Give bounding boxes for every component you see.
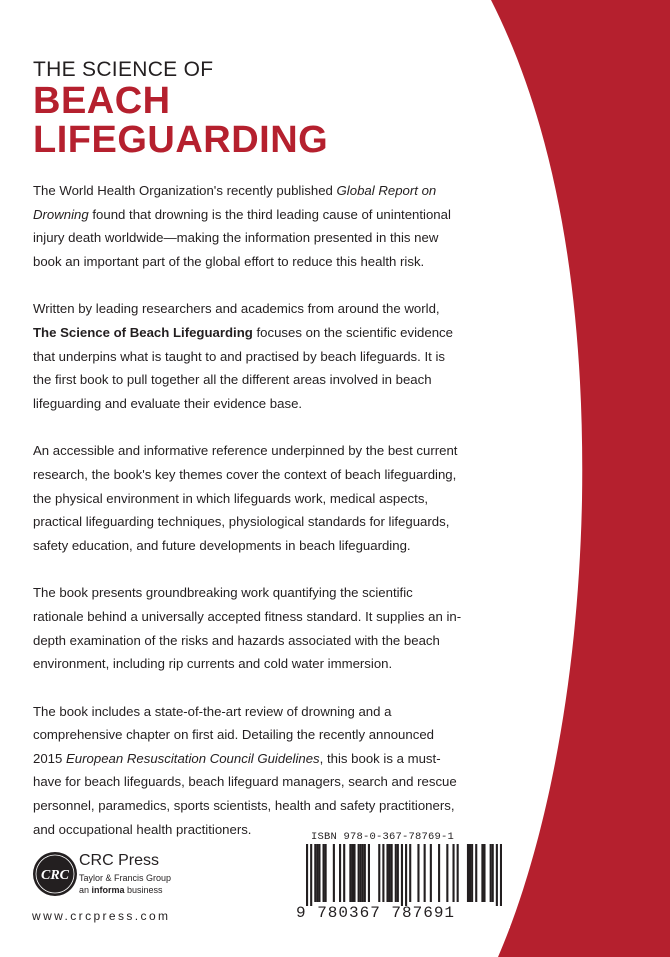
barcode-bar <box>378 844 380 902</box>
barcode-bar <box>492 844 494 902</box>
barcode-bar <box>339 844 341 902</box>
title-line-2: BEACH <box>33 80 171 122</box>
barcode-bar <box>351 844 353 902</box>
barcode-bar <box>362 844 364 902</box>
barcode-bar <box>382 844 384 902</box>
blurb <box>33 179 463 841</box>
barcode-bars <box>306 844 502 906</box>
barcode-bar <box>316 844 318 902</box>
paragraph-3: An accessible and informative reference underpinned by the best current research, the book's key themes cover the context of beach lifeguarding, the physical environment in which lifeguards work, medical aspects, practical lifeguarding techniques, physiological standards for lifeguards, safety education, and future developments in beach lifeguarding. <box>33 443 458 553</box>
barcode-bar <box>368 844 370 902</box>
barcode-bar <box>314 844 316 902</box>
barcode-bar <box>481 844 483 902</box>
title-line-1: THE SCIENCE OF <box>33 58 214 81</box>
barcode-bar <box>306 844 308 906</box>
barcode-bar <box>457 844 459 902</box>
title-line-3: LIFEGUARDING <box>33 119 329 161</box>
barcode-bar <box>452 844 454 902</box>
barcode-bar <box>490 844 492 902</box>
barcode-bar <box>358 844 360 902</box>
paragraph-1: The World Health Organization's recently published Global Report on Drowning found that drowning is the third leading cause of unintentional injury death worldwide—making the information presented in this new book an important part of the global effort to reduce this health risk. <box>33 183 451 269</box>
barcode-bar <box>389 844 391 902</box>
paragraph-5: The book includes a state-of-the-art review of drowning and a comprehensive chapter on first aid. Detailing the recently announced 2015 European Resuscitation Council Guidelines, this book is a must-have for beach lifeguards, beach lifeguard managers, search and rescue personnel, paramedics, sports scientists, health and safety practitioners, and occupational health practitioners. <box>33 703 457 837</box>
barcode-digits: 9 780367 787691 <box>296 904 456 922</box>
book-title <box>33 58 328 160</box>
barcode-bar <box>310 844 312 906</box>
barcode-bar <box>349 844 351 902</box>
barcode-bar <box>417 844 419 902</box>
barcode-bar <box>438 844 440 902</box>
isbn-text: ISBN 978-0-367-78769-1 <box>311 831 455 843</box>
barcode-bar <box>353 844 355 902</box>
barcode-bar <box>467 844 469 902</box>
logo-text: CRC <box>40 868 70 883</box>
book-title-bold: The Science of Beach Lifeguarding <box>33 324 253 340</box>
barcode-bar <box>500 844 502 906</box>
paragraph-2: Written by leading researchers and academics from around the world, The Science of Beach Lifeguarding focuses on the scientific evidence that underpins what is taught to and practised by beach lifeguards. It is the first book to pull together all the different areas involved in beach lifeguarding and evaluate their evidence base. <box>33 301 453 411</box>
isbn-barcode <box>296 828 510 928</box>
barcode-bar <box>424 844 426 902</box>
barcode-bar <box>471 844 473 902</box>
barcode-bar <box>397 844 399 902</box>
paragraph-4: The book presents groundbreaking work quantifying the scientific rationale behind a universally accepted fitness standard. It supplies an in-depth examination of the risks and hazards associated with the beach environment, including rip currents and cold water immersion. <box>33 585 462 672</box>
publisher-url: www.crcpress.com <box>32 909 171 923</box>
barcode-bar <box>430 844 432 902</box>
publisher-name: CRC Press <box>79 852 160 869</box>
barcode-bar <box>405 844 407 906</box>
barcode-bar <box>483 844 485 902</box>
barcode-bar <box>386 844 388 902</box>
publisher-logo <box>32 851 232 931</box>
publisher-tagline: an informa business <box>79 885 163 895</box>
barcode-bar <box>391 844 393 902</box>
barcode-bar <box>469 844 471 902</box>
report-title: Global Report on Drowning <box>33 183 437 222</box>
barcode-bar <box>395 844 397 902</box>
barcode-bar <box>333 844 335 902</box>
crc-logo-icon <box>32 851 78 897</box>
barcode-bar <box>475 844 477 902</box>
guidelines-title: European Resuscitation Council Guidelines <box>66 750 320 766</box>
barcode-bar <box>323 844 325 902</box>
barcode-bar <box>325 844 327 902</box>
barcode-bar <box>401 844 403 906</box>
barcode-bar <box>343 844 345 902</box>
publisher-group: Taylor & Francis Group <box>79 873 172 883</box>
barcode-bar <box>409 844 411 902</box>
barcode-bar <box>360 844 362 902</box>
barcode-bar <box>446 844 448 902</box>
barcode-bar <box>364 844 366 902</box>
barcode-bar <box>496 844 498 906</box>
barcode-bar <box>318 844 320 902</box>
